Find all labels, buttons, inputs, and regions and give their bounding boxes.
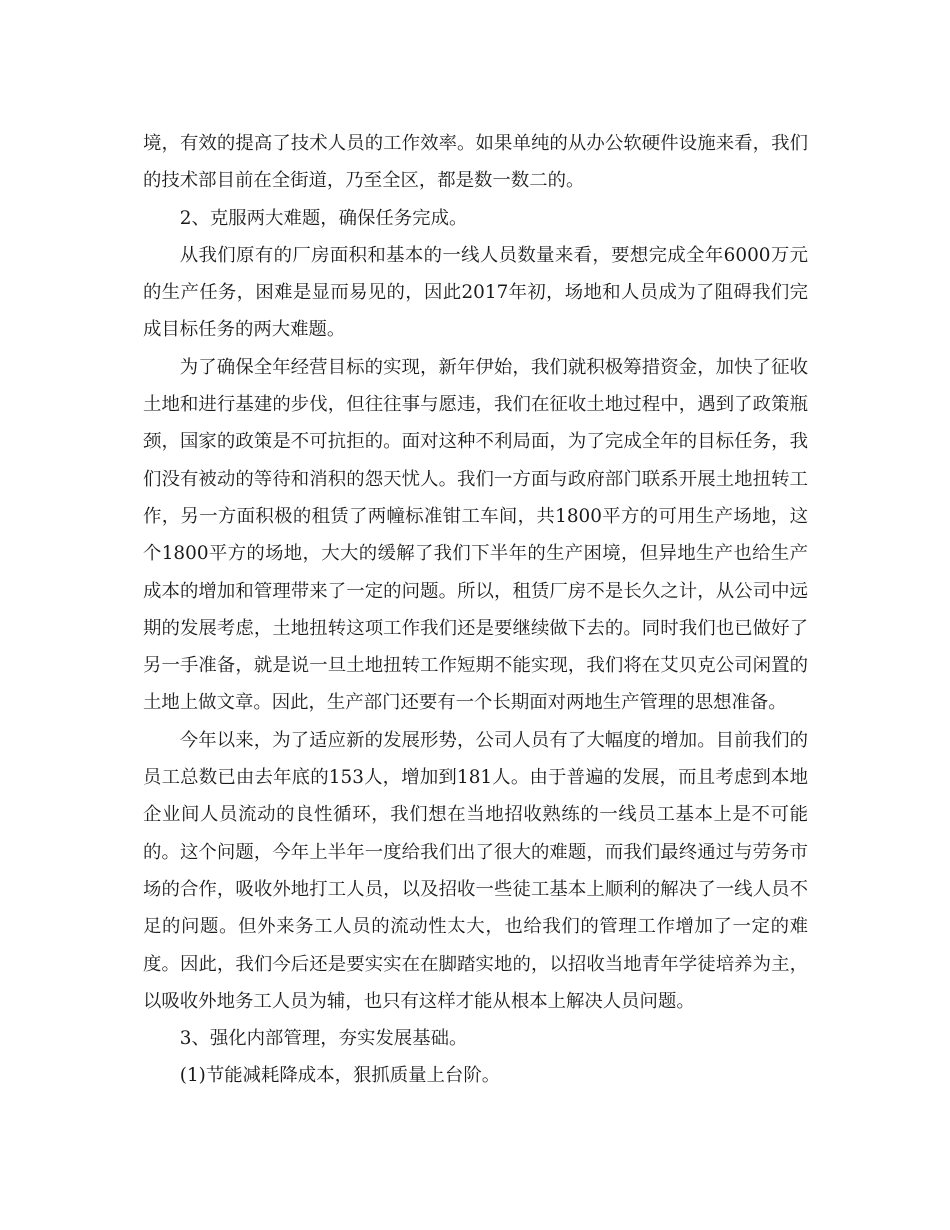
section-heading-3: 3、强化内部管理，夯实发展基础。 xyxy=(179,1028,468,1050)
document-body xyxy=(143,125,808,1095)
paragraph-continuation: 境，有效的提高了技术人员的工作效率。如果单纯的从办公软硬件设施来看，我们的技术部目前在全街道，乃至全区，都是数一数二的。 xyxy=(143,133,808,192)
paragraph-workshop-capacity: 从我们原有的厂房面积和基本的一线人员数量来看，要想完成全年6000万元的生产任务，困难是显而易见的，因此2017年初，场地和人员成为了阻碍我们完成目标任务的两大难题。 xyxy=(143,244,808,341)
section-heading-2: 2、克服两大难题，确保任务完成。 xyxy=(179,207,468,229)
paragraph-land-acquisition: 为了确保全年经营目标的实现，新年伊始，我们就积极筹措资金，加快了征收土地和进行基建的步伐，但往往事与愿违，我们在征收土地过程中，遇到了政策瓶颈，国家的政策是不可抗拒的。面对这种不利局面，为了完成全年的目标任务，我们没有被动的等待和消积的怨天忧人。我们一方面与政府部门联系开展土地扭转工作，另一方面积极的租赁了两幢标准钳工车间，共1800平方的可用生产场地，这个1800平方的场地，大大的缓解了我们下半年的生产困境，但异地生产也给生产成本的增加和管理带来了一定的问题。所以，租赁厂房不是长久之计，从公司中远期的发展考虑，土地扭转这项工作我们还是要继续做下去的。同时我们也已做好了另一手准备，就是说一旦土地扭转工作短期不能实现，我们将在艾贝克公司闲置的土地上做文章。因此，生产部门还要有一个长期面对两地生产管理的思想准备。 xyxy=(143,356,808,714)
paragraph-staffing: 今年以来，为了适应新的发展形势，公司人员有了大幅度的增加。目前我们的员工总数已由去年底的153人，增加到181人。由于普遍的发展，而且考虑到本地企业间人员流动的良性循环，我们想在当地招收熟练的一线员工基本上是不可能的。这个问题，今年上半年一度给我们出了很大的难题，而我们最终通过与劳务市场的合作，吸收外地打工人员，以及招收一些徒工基本上顺利的解决了一线人员不足的问题。但外来务工人员的流动性太大，也给我们的管理工作增加了一定的难度。因此，我们今后还是要实实在在脚踏实地的，以招收当地青年学徒培养为主，以吸收外地务工人员为辅，也只有这样才能从根本上解决人员问题。 xyxy=(143,729,808,1012)
subsection-heading-1: (1)节能减耗降成本，狠抓质量上台阶。 xyxy=(179,1065,501,1087)
